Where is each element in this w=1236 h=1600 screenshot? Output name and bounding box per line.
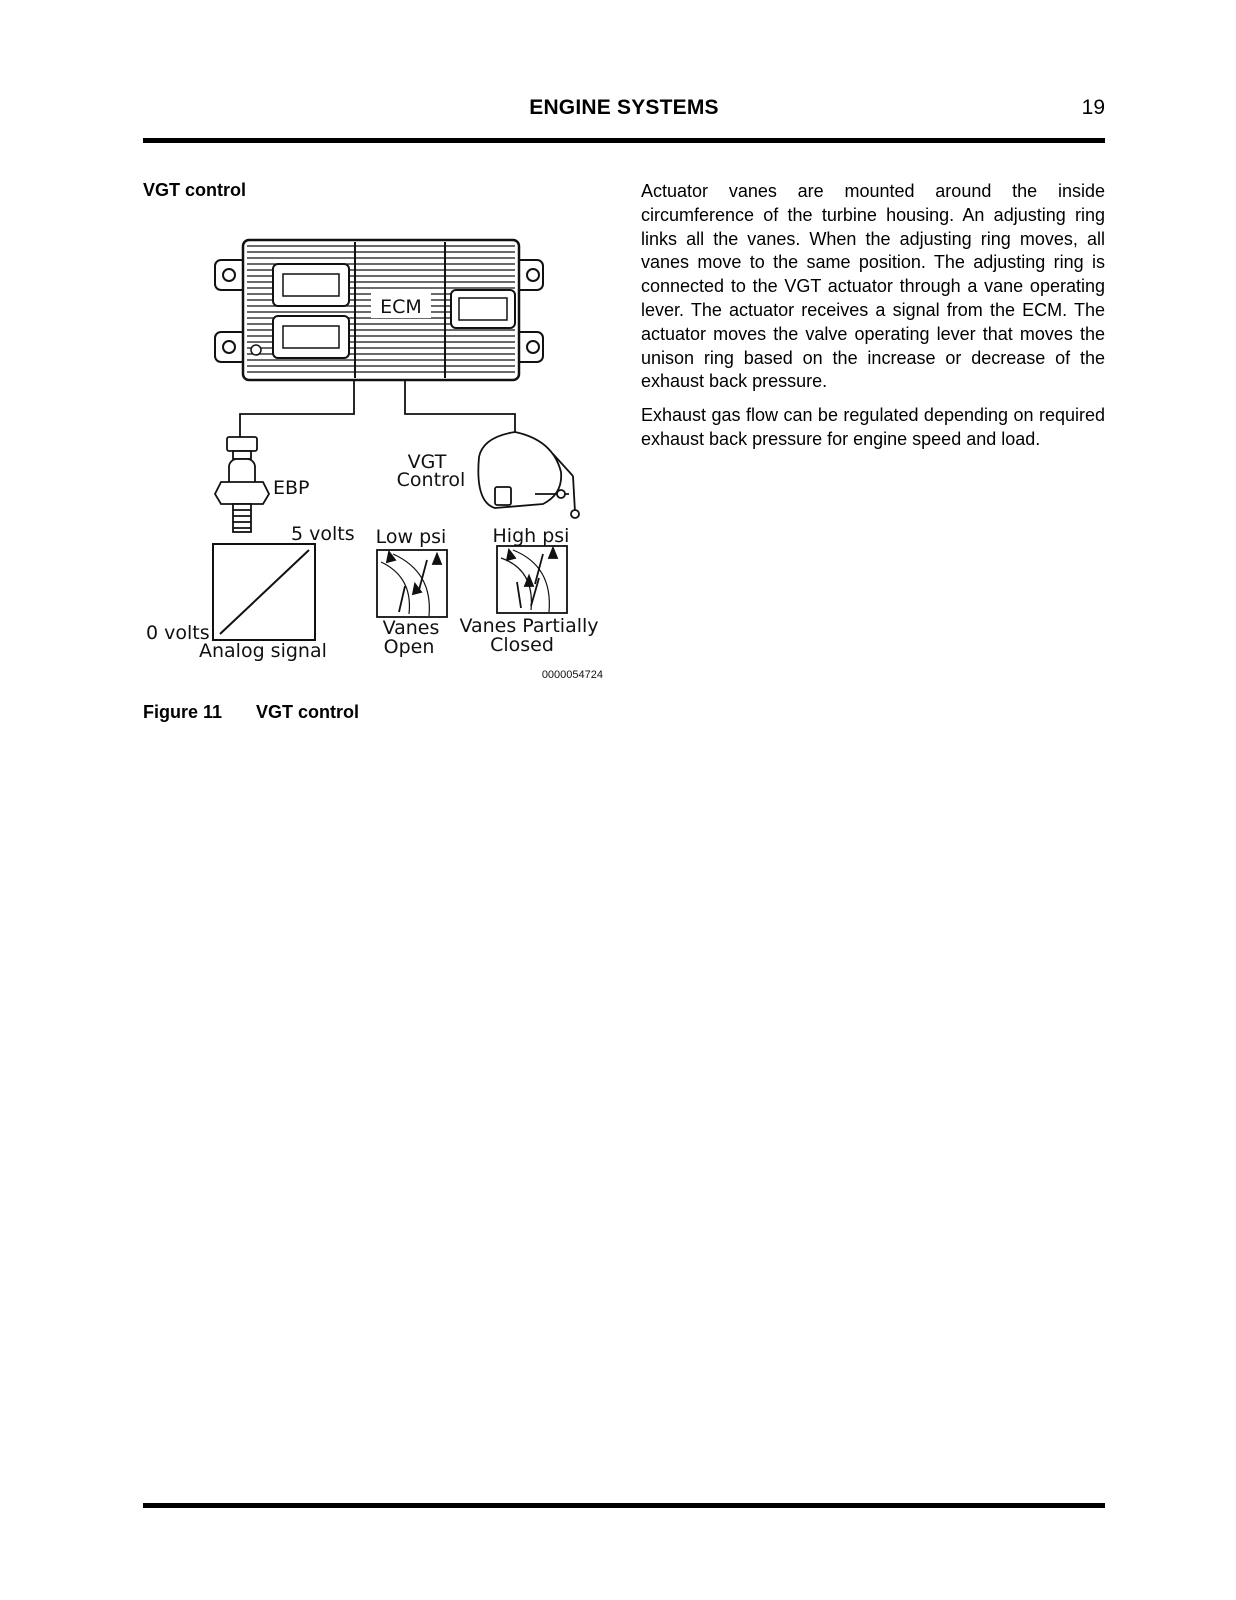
high-psi-label: High psi	[492, 525, 570, 547]
vgt-label-line2: Control	[396, 469, 466, 491]
body-paragraph: Actuator vanes are mounted around the inside circumference of the turbine housing. An adjusting ring links all the vanes. When the adjusting ring moves, all vanes move to the same position. The adjusting ring is connected to the VGT actuator through a vane operating lever. The actuator receives a signal from the ECM. The actuator moves the valve operating lever that moves the unison ring based on the increase or decrease of the exhaust back pressure.	[641, 181, 1105, 392]
ebp-sensor	[215, 437, 269, 532]
vanes-closed-label-line1: Vanes Partially	[459, 615, 599, 637]
vanes-open-diagram	[377, 550, 447, 617]
ebp-label: EBP	[273, 477, 310, 499]
vanes-closed-label-line2: Closed	[490, 634, 554, 656]
ecm-label: ECM	[380, 296, 422, 318]
figure-caption-number: Figure 11	[143, 702, 223, 722]
page-header	[143, 96, 1105, 126]
page-number: 19	[1081, 96, 1105, 119]
zero-volts-label: 0 volts	[146, 622, 210, 644]
figure-caption	[143, 702, 359, 723]
vgt-actuator	[478, 432, 579, 518]
low-psi-label: Low psi	[375, 526, 447, 548]
analog-signal-graph	[213, 544, 315, 640]
footer-rule	[143, 1503, 1105, 1508]
figure-image-id: 0000054724	[541, 669, 603, 681]
vgt-label-line1: VGT	[407, 451, 447, 473]
page-title: ENGINE SYSTEMS	[529, 96, 719, 119]
figure-caption-title: VGT control	[256, 702, 359, 722]
body-paragraph: Exhaust gas flow can be regulated depending on required exhaust back pressure for engine speed and load.	[641, 405, 1105, 449]
five-volts-label: 5 volts	[291, 523, 355, 545]
vgt-control-diagram	[143, 232, 613, 687]
body-text	[641, 180, 1105, 462]
header-rule	[143, 138, 1105, 143]
vanes-open-label-line1: Vanes	[382, 617, 440, 639]
signal-wires	[240, 380, 515, 437]
section-heading: VGT control	[143, 180, 246, 200]
vanes-open-label-line2: Open	[383, 636, 435, 658]
vanes-closed-diagram	[497, 546, 567, 613]
vgt-control-figure	[143, 232, 613, 687]
analog-signal-label: Analog signal	[199, 640, 327, 662]
